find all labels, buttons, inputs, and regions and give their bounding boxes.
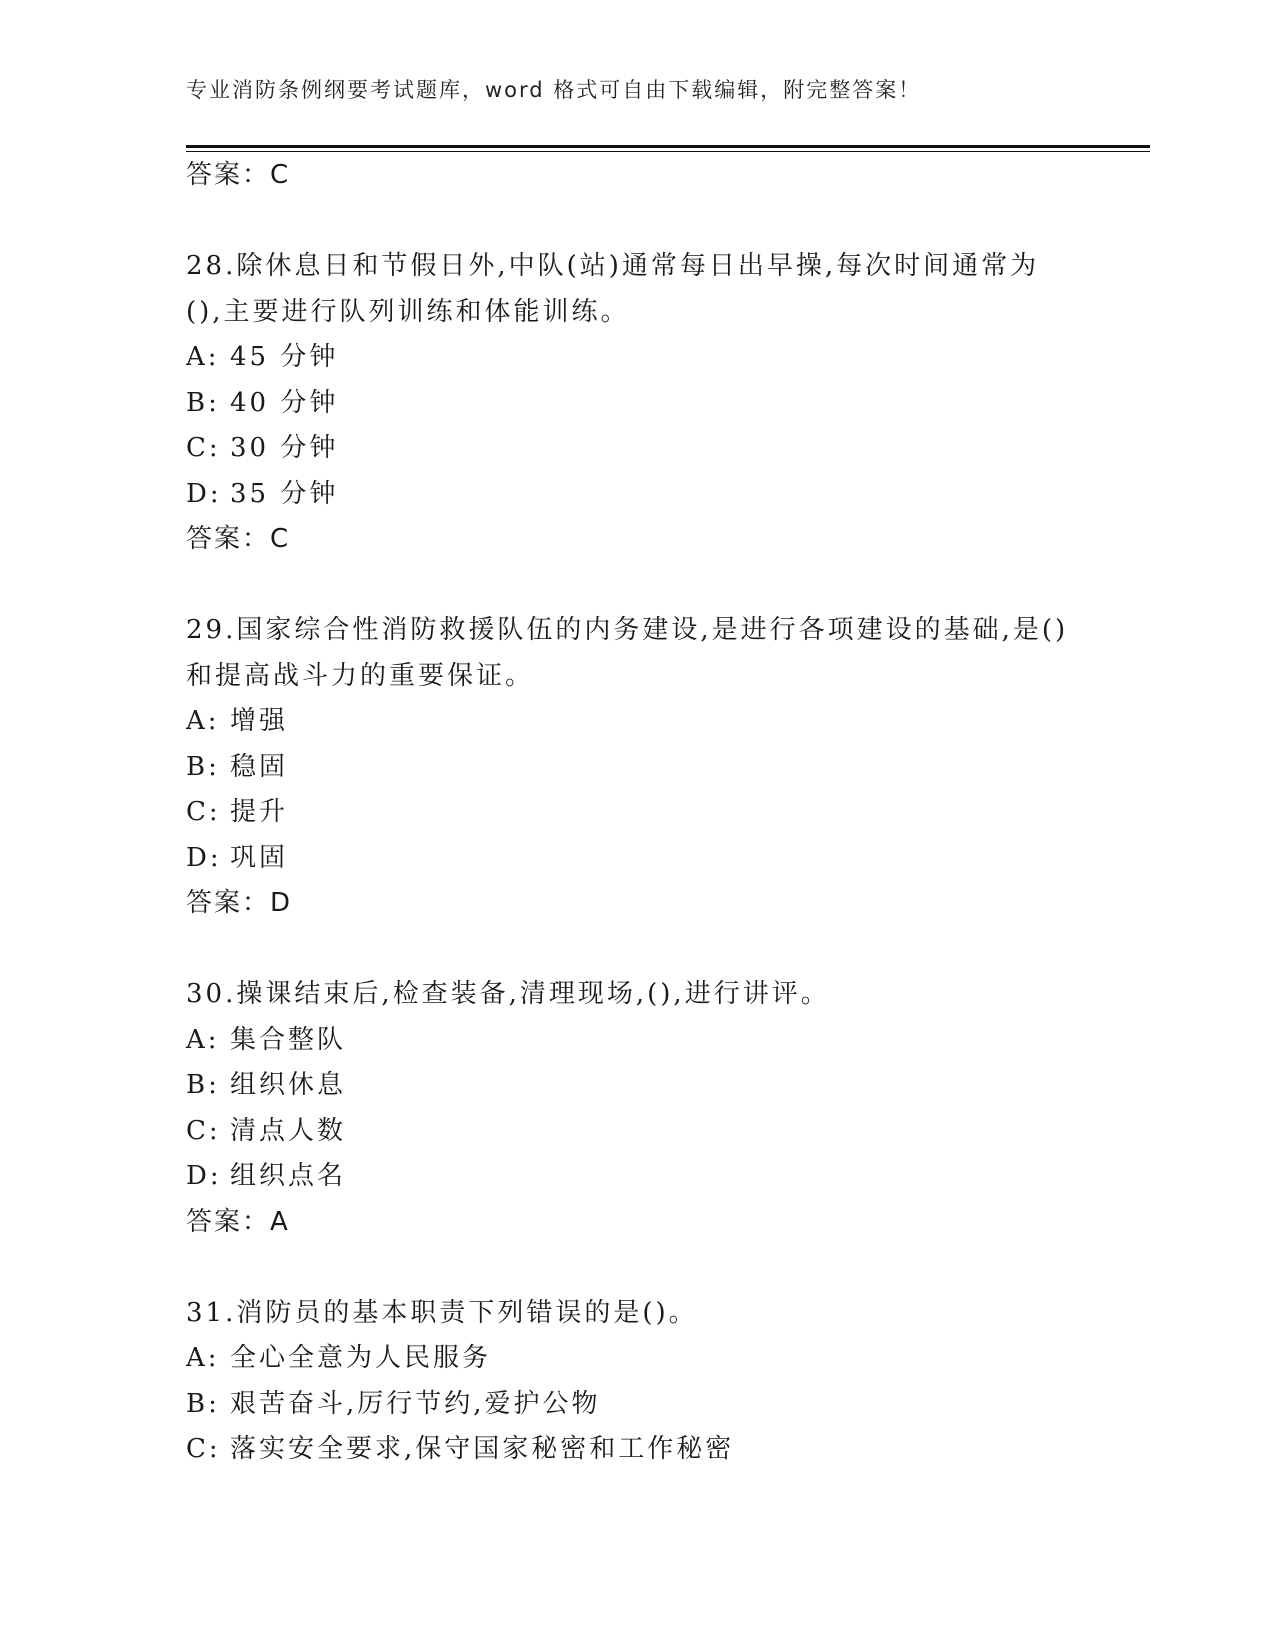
option-letter: B: — [186, 1070, 220, 1100]
option-text: 全心全意为人民服务 — [230, 1343, 492, 1373]
answer-line: 答案：A — [186, 1206, 290, 1237]
spacer — [186, 199, 1086, 245]
option-text: 集合整队 — [230, 1024, 347, 1055]
question-block — [186, 608, 1086, 927]
option-text: 35 分钟 — [230, 478, 339, 509]
spacer — [186, 1245, 1086, 1291]
question-stem: 31.消防员的基本职责下列错误的是()。 — [186, 1297, 698, 1328]
option-letter: A: — [186, 342, 220, 372]
option-text: 30 分钟 — [230, 433, 339, 463]
option-b — [186, 1382, 1086, 1428]
question-stem: 29.国家综合性消防救援队伍的内务建设,是进行各项建设的基础,是() — [186, 615, 1069, 645]
option-text: 清点人数 — [230, 1115, 347, 1146]
question-block — [186, 972, 1086, 1245]
answer-line: 答案：C — [186, 160, 291, 190]
answer-line: 答案：C — [186, 524, 291, 554]
option-text: 45 分钟 — [230, 342, 339, 372]
option-letter: B: — [186, 751, 220, 782]
answer-line: 答案：D — [186, 888, 293, 918]
question-stem: (),主要进行队列训练和体能训练。 — [186, 296, 630, 327]
option-a — [186, 1336, 1086, 1382]
option-c — [186, 1427, 1086, 1473]
option-text: 稳固 — [230, 751, 289, 782]
option-text: 提升 — [230, 797, 289, 827]
option-d — [186, 836, 1086, 882]
question-list — [186, 153, 1086, 1473]
option-text: 落实安全要求,保守国家秘密和工作秘密 — [230, 1434, 735, 1464]
header-rule-thin — [186, 151, 1150, 152]
question-stem: 30.操课结束后,检查装备,清理现场,(),进行讲评。 — [186, 979, 830, 1009]
option-text: 巩固 — [230, 842, 289, 873]
option-text: 40 分钟 — [230, 387, 339, 418]
option-text: 组织点名 — [230, 1161, 347, 1191]
spacer — [186, 927, 1086, 973]
option-b — [186, 745, 1086, 791]
option-a — [186, 699, 1086, 745]
option-letter: C: — [186, 433, 221, 463]
question-block — [186, 1291, 1086, 1473]
option-c — [186, 426, 1086, 472]
spacer — [186, 563, 1086, 609]
option-letter: A: — [186, 706, 220, 736]
option-a — [186, 335, 1086, 381]
question-stem: 和提高战斗力的重要保证。 — [186, 660, 535, 691]
option-d — [186, 1154, 1086, 1200]
option-letter: D: — [186, 1161, 222, 1191]
option-c — [186, 1109, 1086, 1155]
option-a — [186, 1018, 1086, 1064]
question-block — [186, 244, 1086, 563]
option-b — [186, 381, 1086, 427]
option-letter: C: — [186, 1115, 221, 1146]
option-letter: C: — [186, 797, 221, 827]
option-letter: B: — [186, 387, 220, 418]
option-letter: A: — [186, 1024, 220, 1055]
question-stem: 28.除休息日和节假日外,中队(站)通常每日出早操,每次时间通常为 — [186, 251, 1040, 281]
option-text: 增强 — [230, 706, 289, 736]
option-letter: A: — [186, 1343, 220, 1373]
header-rule-thick — [186, 145, 1150, 148]
option-text: 艰苦奋斗,厉行节约,爱护公物 — [230, 1388, 601, 1419]
option-letter: D: — [186, 842, 222, 873]
option-c — [186, 790, 1086, 836]
option-b — [186, 1063, 1086, 1109]
option-d — [186, 472, 1086, 518]
option-letter: D: — [186, 478, 222, 509]
page-header: 专业消防条例纲要考试题库，word 格式可自由下载编辑，附完整答案！ — [186, 78, 922, 102]
option-text: 组织休息 — [230, 1070, 347, 1100]
option-letter: B: — [186, 1388, 220, 1419]
option-letter: C: — [186, 1434, 221, 1464]
